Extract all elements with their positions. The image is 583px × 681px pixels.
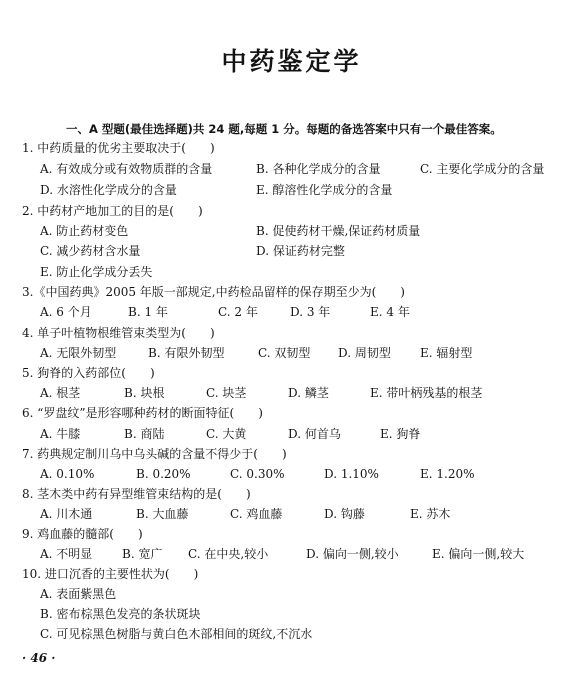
question-1-option-e: E. 醇溶性化学成分的含量 [256,183,393,197]
question-3-option-a: A. 6 个月 [40,305,92,319]
question-5-option-c: C. 块茎 [206,386,247,400]
question-7-stem: 7. 药典规定制川乌中乌头碱的含量不得少于( ) [22,447,287,461]
question-3-option-b: B. 1 年 [128,305,168,319]
question-8-option-b: B. 大血藤 [136,507,189,521]
question-5-stem: 5. 狗脊的入药部位( ) [22,366,155,380]
question-9-option-e: E. 偏向一侧,较大 [432,547,525,561]
question-1-option-d: D. 水溶性化学成分的含量 [40,183,177,197]
question-6-option-e: E. 狗脊 [380,427,421,441]
question-1-stem: 1. 中药质量的优劣主要取决于( ) [22,141,215,155]
question-2-option-c: C. 减少药材含水量 [40,244,141,258]
question-9-stem: 9. 鸡血藤的髓部( ) [22,527,143,541]
question-10-stem: 10. 进口沉香的主要性状为( ) [22,567,199,581]
question-1-option-a: A. 有效成分或有效物质群的含量 [40,162,213,176]
question-4-option-e: E. 辐射型 [420,346,473,360]
question-2-option-b: B. 促使药材干燥,保证药材质量 [256,224,421,238]
question-3-option-e: E. 4 年 [370,305,410,319]
question-7-option-c: C. 0.30% [230,467,285,481]
question-2-option-a: A. 防止药材变色 [40,224,129,238]
question-8-option-a: A. 川木通 [40,507,93,521]
question-5-option-a: A. 根茎 [40,386,81,400]
question-6-option-a: A. 牛膝 [40,427,81,441]
question-1-option-c: C. 主要化学成分的含量 [420,162,545,176]
question-9-option-a: A. 不明显 [40,547,93,561]
question-5-option-e: E. 带叶柄残基的根茎 [370,386,483,400]
question-6-option-c: C. 大黄 [206,427,247,441]
question-10-option-c: C. 可见棕黑色树脂与黄白色木部相间的斑纹,不沉水 [40,627,313,641]
question-9-option-d: D. 偏向一侧,较小 [306,547,399,561]
page-title: 中药鉴定学 [221,47,362,76]
question-9-option-c: C. 在中央,较小 [188,547,269,561]
question-6-option-b: B. 商陆 [124,427,165,441]
question-2-stem: 2. 中药材产地加工的目的是( ) [22,204,203,218]
question-5-option-d: D. 鳞茎 [288,386,329,400]
question-4-stem: 4. 单子叶植物根维管束类型为( ) [22,326,215,340]
question-7-option-e: E. 1.20% [420,467,475,481]
question-6-option-d: D. 何首乌 [288,427,341,441]
question-3-stem: 3.《中国药典》2005 年版一部规定,中药检品留样的保存期至少为( ) [22,285,405,299]
question-1-option-b: B. 各种化学成分的含量 [256,162,381,176]
question-8-option-e: E. 苏木 [410,507,451,521]
question-4-option-c: C. 双韧型 [258,346,311,360]
question-10-option-a: A. 表面紫黑色 [40,587,117,601]
question-3-option-d: D. 3 年 [290,305,331,319]
question-9-option-b: B. 宽广 [122,547,163,561]
question-5-option-b: B. 块根 [124,386,165,400]
question-3-option-c: C. 2 年 [218,305,258,319]
question-4-option-b: B. 有限外韧型 [148,346,225,360]
question-2-option-e: E. 防止化学成分丢失 [40,265,153,279]
question-8-option-c: C. 鸡血藤 [230,507,283,521]
question-10-option-b: B. 密布棕黑色发亮的条状斑块 [40,607,201,621]
question-7-option-d: D. 1.10% [324,467,379,481]
question-6-stem: 6. “罗盘纹”是形容哪种药材的断面特征( ) [22,406,263,420]
section-heading: 一、A 型题(最佳选择题)共 24 题,每题 1 分。每题的备选答案中只有一个最佳答案。 [66,122,502,136]
page-number: · 46 · [22,651,56,665]
question-2-option-d: D. 保证药材完整 [256,244,345,258]
question-7-option-a: A. 0.10% [40,467,95,481]
question-8-stem: 8. 茎木类中药有异型维管束结构的是( ) [22,487,251,501]
question-8-option-d: D. 钩藤 [324,507,365,521]
question-4-option-a: A. 无限外韧型 [40,346,117,360]
question-7-option-b: B. 0.20% [136,467,191,481]
question-4-option-d: D. 周韧型 [338,346,391,360]
